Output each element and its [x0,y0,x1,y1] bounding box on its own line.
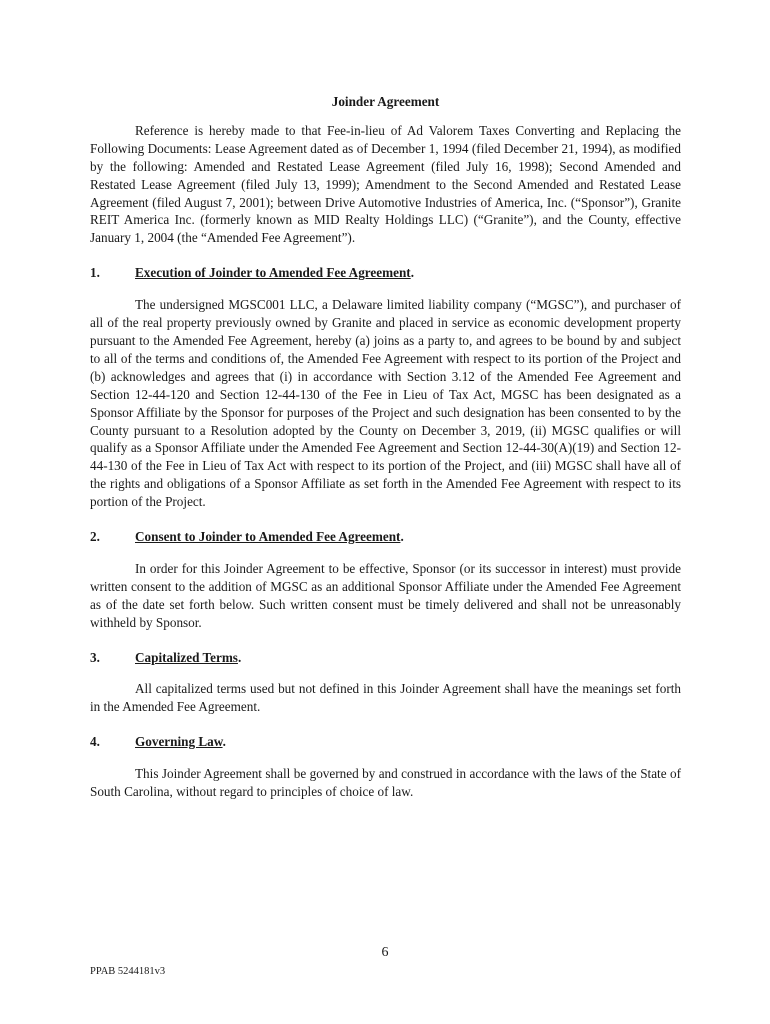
section-title: Execution of Joinder to Amended Fee Agreement [135,265,411,281]
section-1-body: The undersigned MGSC001 LLC, a Delaware limited liability company (“MGSC”), and purchaser of all of the real property previously owned by Granite and placed in service as economic development property pursuant to the Amended Fee Agreement, hereby (a) joins as a party to, and agrees to be bound by and subject to all of the terms and conditions of, the Amended Fee Agreement with respect to its portion of the Project and (b) acknowledges and agrees that (i) in accordance with Section 3.12 of the Amended Fee Agreement and Section 12-44-120 and Section 12-44-130 of the Fee in Lieu of Tax Act, MGSC has been designated as a Sponsor Affiliate by the Sponsor for purposes of the Project and such designation has been consented to by the County pursuant to a Resolution adopted by the County on December 3, 2019, (ii) MGSC qualifies or will qualify as a Sponsor Affiliate under the Amended Fee Agreement and Section 12-44-30(A)(19) and Section 12-44-130 of the Fee in Lieu of Tax Act with respect to its portion of the Project, and (iii) MGSC shall have all of the rights and obligations of a Sponsor Affiliate as set forth in the Amended Fee Agreement with respect to its portion of the Project. [90,297,681,510]
section-number: 1. [90,265,100,281]
page-number: 6 [381,945,389,960]
document-body [90,93,681,801]
intro-paragraph: Reference is hereby made to that Fee-in-lieu of Ad Valorem Taxes Converting and Replacing the Following Documents: Lease Agreement dated as of December 1, 1994 (filed December 21, 1994), as modified by the following: Amended and Restated Lease Agreement (filed July 16, 1998); Second Amended and Restated Lease Agreement (filed July 13, 1999); Amendment to the Second Amended and Restated Lease Agreement (filed August 7, 2001); between Drive Automotive Industries of America, Inc. (“Sponsor”), Granite REIT America Inc. (formerly known as MID Realty Holdings LLC) (“Granite”), and the County, effective January 1, 2004 (the “Amended Fee Agreement”). [90,122,681,246]
section-number: 4. [90,734,100,750]
section-2-heading [90,528,681,546]
section-4-heading [90,733,681,751]
section-4-body: This Joinder Agreement shall be governed by and construed in accordance with the laws of the State of South Carolina, without regard to principles of choice of law. [90,766,681,800]
section-title-punct: . [237,649,242,665]
section-number: 3. [90,649,100,665]
document-title: Joinder Agreement [331,94,440,109]
section-title-punct: . [400,529,404,545]
section-1-heading [90,264,681,282]
section-title: Governing Law [135,734,223,750]
section-2-body: In order for this Joinder Agreement to be effective, Sponsor (or its successor in interest) must provide written consent to the addition of MGSC as an additional Sponsor Affiliate under the Amended Fee Agreement as of the date set forth below. Such written consent must be timely delivered and shall not be unreasonably withheld by Sponsor. [90,560,681,630]
section-title-punct: . [410,265,414,281]
section-title: Consent to Joinder to Amended Fee Agreement [135,529,401,545]
section-title: Capitalized Terms [135,649,238,665]
section-3-heading [90,649,681,667]
document-id: PPAB 5244181v3 [90,966,166,977]
section-title-punct: . [222,734,226,750]
section-3-body: All capitalized terms used but not defined in this Joinder Agreement shall have the meanings set forth in the Amended Fee Agreement. [90,681,681,715]
section-number: 2. [90,529,100,545]
